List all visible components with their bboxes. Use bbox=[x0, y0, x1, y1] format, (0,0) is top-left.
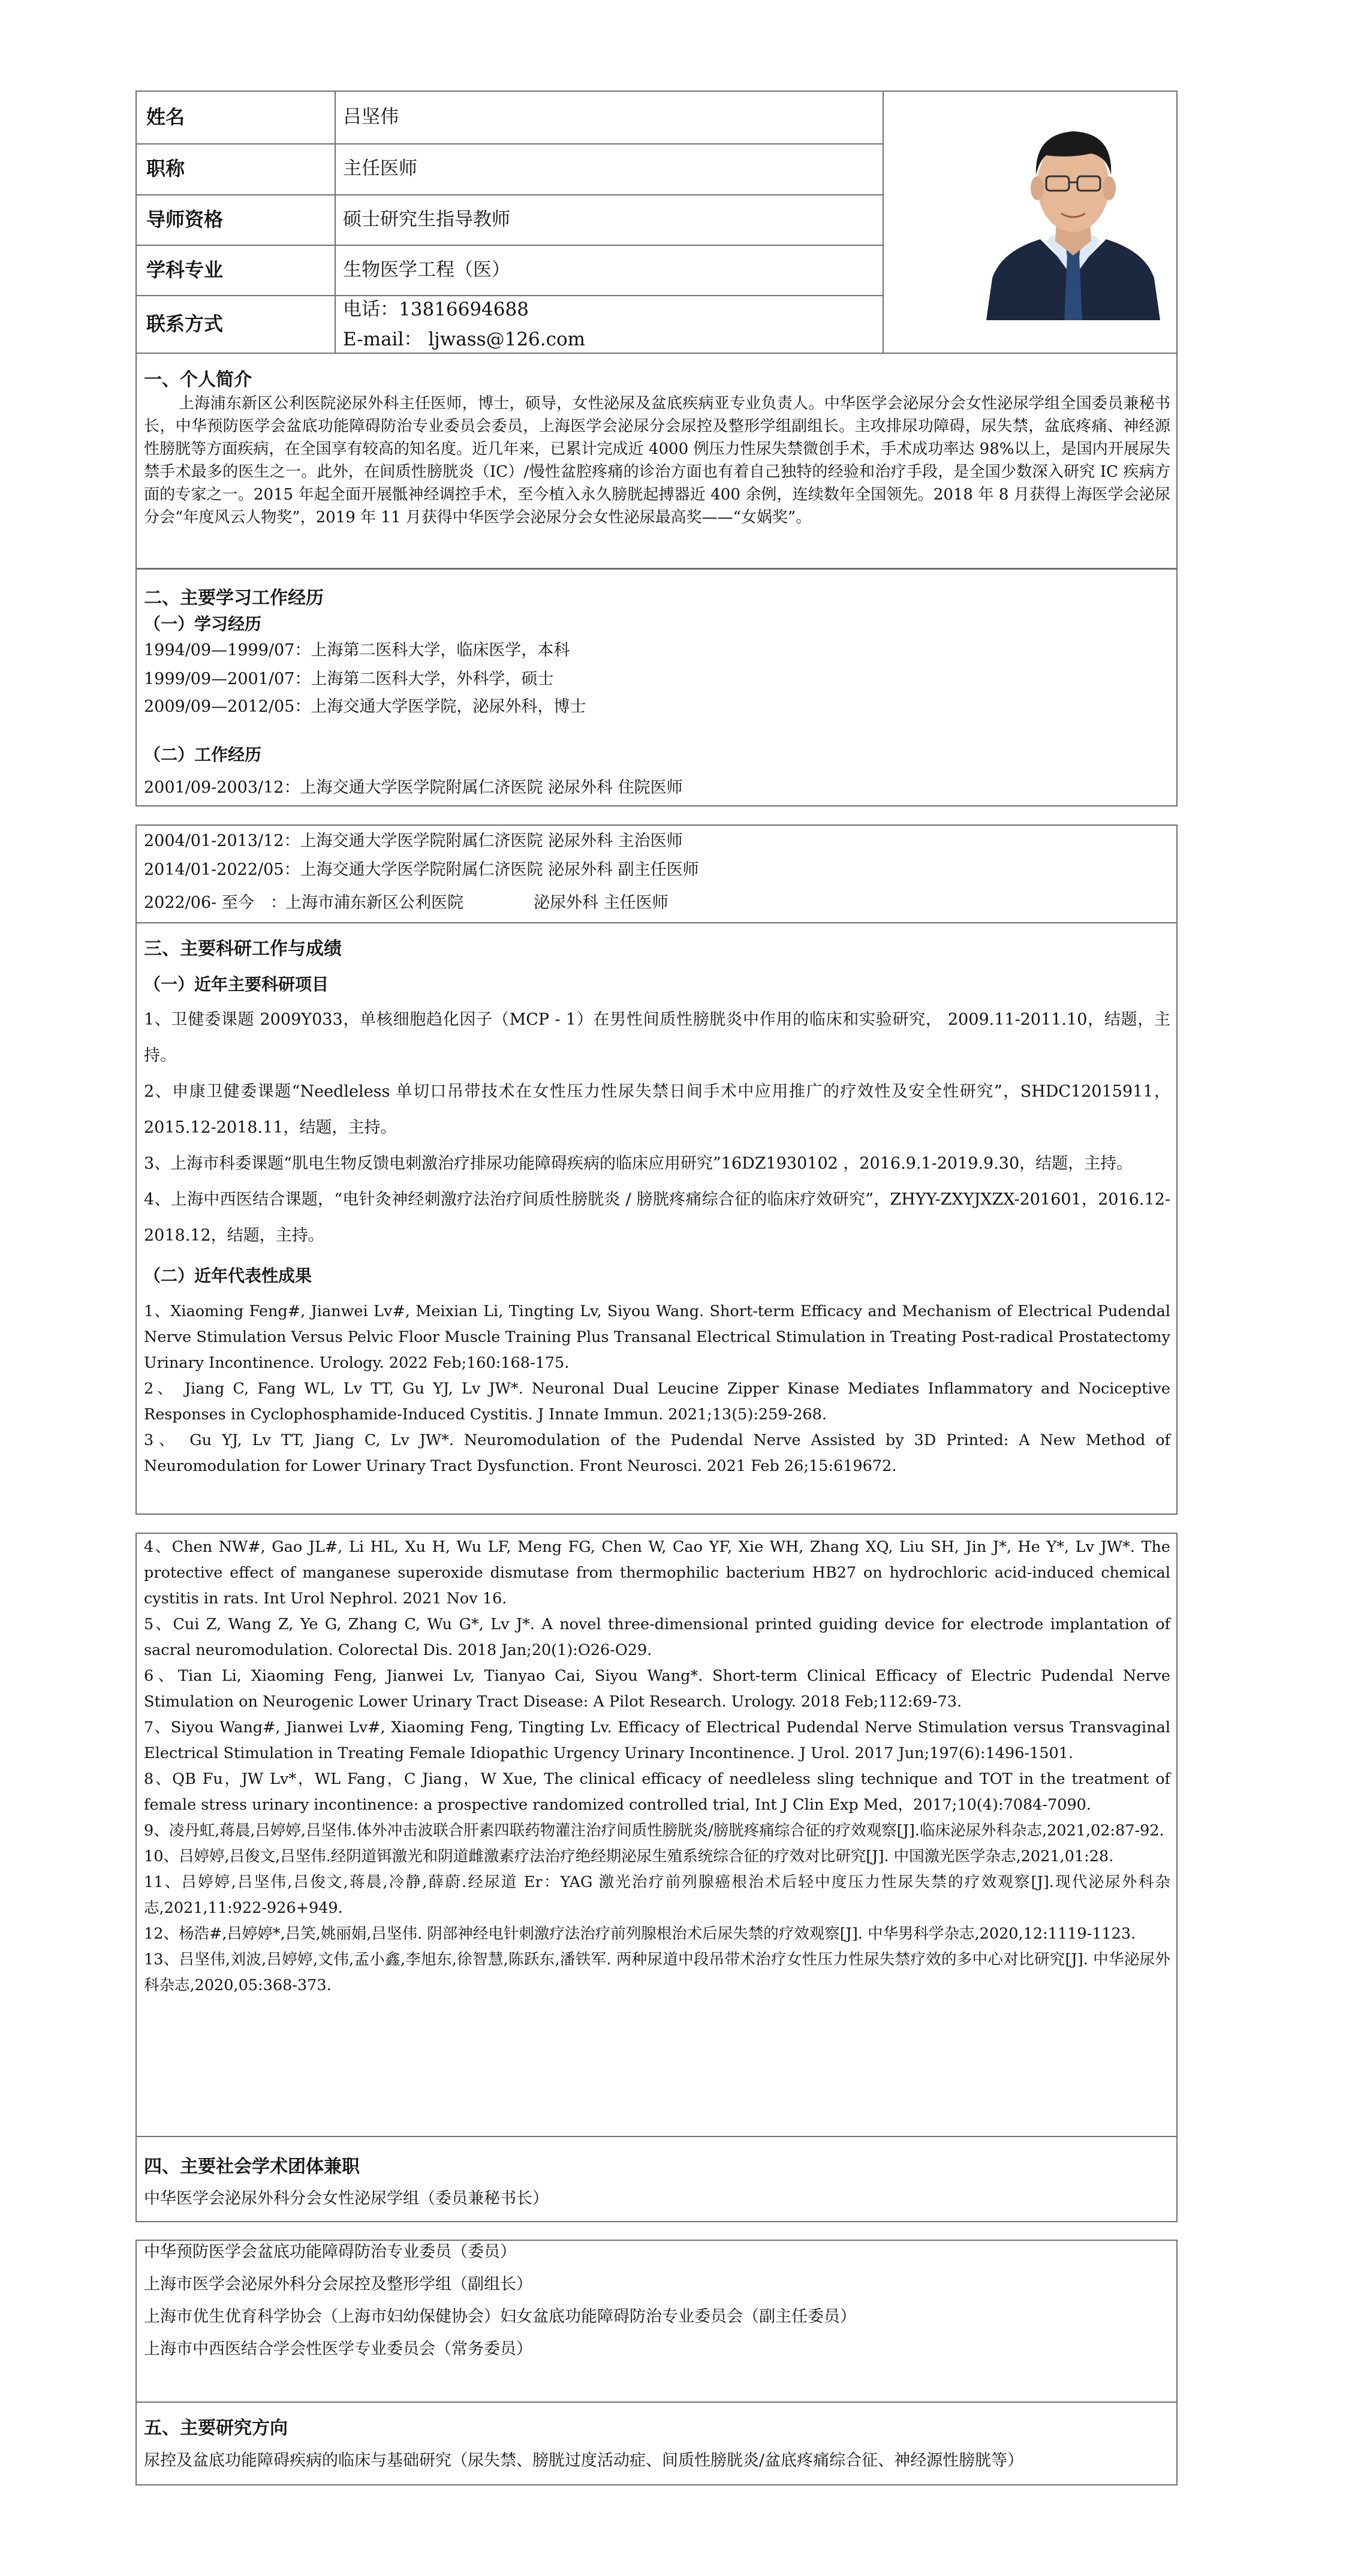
publication-item: 1、Xiaoming Feng#, Jianwei Lv#, Meixian Li, Tingting Lv, Siyou Wang. Short-term Efficacy and Mechanism of Electrical Pudendal Nerve Stimulation Versus Pelvic Floor Muscle Training Plus Transanal Electrical Stimulation in Treating Post-radical Prostatectomy Urinary Incontinence. Urology. 2022 Feb;160:168-175. bbox=[144, 1302, 1170, 1372]
research-heading: 三、主要科研工作与成绩 bbox=[144, 938, 342, 959]
advisor-label: 导师资格 bbox=[146, 208, 224, 231]
publication-item: 8、QB Fu，JW Lv*，WL Fang，C Jiang，W Xue, The clinical efficacy of needleless sling technique and TOT in the treatment of female stress urinary incontinence: a prospective randomized controlled trial, Int J Clin Exp Med，2017;10(4):7084-7090. bbox=[144, 1770, 1170, 1814]
publication-item: 3、 Gu YJ, Lv TT, Jiang C, Lv JW*. Neuromodulation of the Pudendal Nerve Assisted by 3D Printed: A New Method of Neuromodulation for Lower Urinary Tract Dysfunction. Front Neurosci. 2021 Feb 26;15:619672. bbox=[144, 1431, 1170, 1475]
work-item-period: 2022/06- 至今 ： bbox=[144, 893, 287, 912]
name-label: 姓名 bbox=[146, 106, 185, 128]
work-item: 2001/09-2003/12：上海交通大学医学院附属仁济医院 泌尿外科 住院医师 bbox=[144, 778, 683, 797]
publication-item: 2、 Jiang C, Fang WL, Lv TT, Gu YJ, Lv JW*. Neuronal Dual Leucine Zipper Kinase Mediates Inflammatory and Nociceptive Responses in Cyclophosphamide-Induced Cystitis. J Innate Immun. 2021;13(5):259-268. bbox=[144, 1380, 1170, 1424]
publication-item: 9、凌丹虹,蒋晨,吕婷婷,吕坚伟.体外冲击波联合肝素四联药物灌注治疗间质性膀胱炎/膀胱疼痛综合征的疗效观察[J].临床泌尿外科杂志,2021,02:87-92. bbox=[144, 1822, 1164, 1840]
title-value: 主任医师 bbox=[343, 158, 417, 179]
table-bottom-line bbox=[135, 353, 1178, 354]
study-item: 2009/09—2012/05：上海交通大学医学院，泌尿外科，博士 bbox=[144, 697, 586, 716]
society-item: 中华医学会泌尿外科分会女性泌尿学组（委员兼秘书长） bbox=[144, 2189, 549, 2208]
society-item: 上海市优生优育科学协会（上海市妇幼保健协会）妇女盆底功能障碍防治专业委员会（副主任委员） bbox=[144, 2307, 856, 2326]
publication-item: 13、吕坚伟,刘波,吕婷婷,文伟,孟小鑫,李旭东,徐智慧,陈跃东,潘铁军. 两种尿道中段吊带术治疗女性压力性尿失禁疗效的多中心对比研究[J]. 中华泌尿外科杂志,2020,05:368-373. bbox=[144, 1951, 1170, 1994]
society-item: 上海市中西医结合学会性医学专业委员会（常务委员） bbox=[144, 2340, 532, 2358]
study-heading: （一）学习经历 bbox=[144, 614, 262, 634]
work-end-line bbox=[135, 922, 1178, 923]
experience-heading: 二、主要学习工作经历 bbox=[144, 588, 324, 609]
direction-heading: 五、主要研究方向 bbox=[144, 2418, 288, 2439]
email-value: E-mail： ljwass@126.com bbox=[343, 329, 586, 350]
col-divider-2 bbox=[883, 91, 884, 353]
societies-end-line bbox=[135, 2402, 1178, 2403]
specialty-label: 学科专业 bbox=[146, 258, 224, 281]
col-divider-1 bbox=[335, 91, 336, 353]
intro-heading: 一、个人简介 bbox=[144, 369, 252, 390]
work-item: 2004/01-2013/12：上海交通大学医学院附属仁济医院 泌尿外科 主治医师 bbox=[144, 832, 683, 850]
specialty-value: 生物医学工程（医） bbox=[343, 259, 510, 281]
work-item-org: 上海市浦东新区公利医院 bbox=[285, 893, 463, 912]
publication-item: 4、Chen NW#, Gao JL#, Li HL, Xu H, Wu LF, Meng FG, Chen W, Cao YF, Xie WH, Zhang XQ, Liu SH, Jin J*, He Y*, Lv JW*. The protective effect of manganese superoxide dismutase from thermophilic bacterium HB27 on hydrochloric acid-induced chemical cystitis in rats. Int Urol Nephrol. 2021 Nov 16. bbox=[144, 1538, 1170, 1608]
name-value: 吕坚伟 bbox=[343, 106, 399, 128]
work-item-dept: 泌尿外科 主任医师 bbox=[534, 893, 669, 912]
project-item: 4、上海中西医结合课题，“电针灸神经刺激疗法治疗间质性膀胱炎 / 膀胱疼痛综合征的临床疗效研究”，ZHYY-ZXYJXZX-201601，2016.12-2018.12，结题，主持。 bbox=[144, 1190, 1170, 1245]
publication-item: 6、Tian Li, Xiaoming Feng, Jianwei Lv, Tianyao Cai, Siyou Wang*. Short-term Clinical Efficacy of Electric Pudendal Nerve Stimulation on Neurogenic Lower Urinary Tract Disease: A Pilot Research. Urology. 2018 Feb;112:69-73. bbox=[144, 1667, 1170, 1711]
portrait-photo bbox=[974, 98, 1172, 320]
work-item: 2014/01-2022/05：上海交通大学医学院附属仁济医院 泌尿外科 副主任医师 bbox=[144, 860, 699, 879]
study-item: 1994/09—1999/07：上海第二医科大学，临床医学，本科 bbox=[144, 641, 570, 660]
outputs-heading: （二）近年代表性成果 bbox=[144, 1266, 312, 1286]
outputs-list-2 bbox=[144, 1534, 1170, 1999]
project-item: 2、申康卫健委课题“Needleless 单切口吊带技术在女性压力性尿失禁日间手术中应用推广的疗效性及安全性研究”，SHDC12015911，2015.12-2018.11，结题，主持。 bbox=[144, 1082, 1170, 1137]
projects-heading: （一）近年主要科研项目 bbox=[144, 974, 329, 994]
direction-text: 尿控及盆底功能障碍疾病的临床与基础研究（尿失禁、膀胱过度活动症、间质性膀胱炎/盆底疼痛综合征、神经源性膀胱等） bbox=[144, 2451, 1024, 2470]
intro-text: 上海浦东新区公利医院泌尿外科主任医师，博士，硕导，女性泌尿及盆底疾病亚专业负责人。中华医学会泌尿分会女性泌尿学组全国委员兼秘书长，中华预防医学会盆底功能障碍防治专业委员会委员，上海医学会泌尿分会尿控及整形学组副组长。主攻排尿功障碍，尿失禁，盆底疼痛、神经源性膀胱等方面疾病，在全国享有较高的知名度。近几年来，已累计完成近 4000 例压力性尿失禁微创手术，手术成功率达 98%以上，是国内开展尿失禁手术最多的医生之一。此外，在间质性膀胱炎（IC）/慢性盆腔疼痛的诊治方面也有着自己独特的经验和治疗手段，是全国少数深入研究 IC 疾病方面的专家之一。2015 年起全面开展骶神经调控手术，至今植入永久膀胱起搏器近 400 余例，连续数年全国领先。2018 年 8 月获得上海医学会泌尿分会“年度风云人物奖”，2019 年 11 月获得中华医学会泌尿分会女性泌尿最高奖——“女娲奖”。 bbox=[144, 395, 1170, 526]
portrait-illustration bbox=[974, 98, 1172, 320]
row-divider-1 bbox=[135, 143, 883, 145]
publications-end-line bbox=[135, 2136, 1178, 2137]
advisor-value: 硕士研究生指导教师 bbox=[343, 209, 510, 230]
publication-item: 12、杨浩#,吕婷婷*,吕笑,姚丽娟,吕坚伟. 阴部神经电针刺激疗法治疗前列腺根治术后尿失禁的疗效观察[J]. 中华男科学杂志,2020,12:1119-1123. bbox=[144, 1925, 1136, 1943]
publication-item: 10、吕婷婷,吕俊文,吕坚伟.经阴道铒激光和阴道雌激素疗法治疗绝经期泌尿生殖系统综合征的疗效对比研究[J]. 中国激光医学杂志,2021,01:28. bbox=[144, 1847, 1114, 1865]
row-divider-3 bbox=[135, 245, 883, 246]
project-item: 3、上海市科委课题“肌电生物反馈电刺激治疗排尿功能障碍疾病的临床应用研究”16DZ1930102 ，2016.9.1-2019.9.30，结题，主持。 bbox=[144, 1154, 1133, 1173]
societies-heading: 四、主要社会学术团体兼职 bbox=[144, 2156, 360, 2177]
study-item: 1999/09—2001/07：上海第二医科大学，外科学，硕士 bbox=[144, 670, 554, 688]
work-heading: （二）工作经历 bbox=[144, 745, 262, 765]
phone-value: 电话：13816694688 bbox=[343, 299, 529, 320]
publication-item: 5、Cui Z, Wang Z, Ye G, Zhang C, Wu G*, Lv J*. A novel three-dimensional printed guiding device for electrode implantation of sacral neuromodulation. Colorectal Dis. 2018 Jan;20(1):O26-O29. bbox=[144, 1615, 1170, 1659]
row-divider-2 bbox=[135, 194, 883, 195]
projects-list bbox=[144, 1002, 1170, 1254]
title-label: 职称 bbox=[146, 157, 185, 180]
publication-item: 7、Siyou Wang#, Jianwei Lv#, Xiaoming Feng, Tingting Lv. Efficacy of Electrical Pudendal Nerve Stimulation versus Transvaginal Electrical Stimulation in Treating Female Idiopathic Urgency Urinary Incontinence. J Urol. 2017 Jun;197(6):1496-1501. bbox=[144, 1719, 1170, 1762]
society-item: 上海市医学会泌尿外科分会尿控及整形学组（副组长） bbox=[144, 2275, 532, 2294]
publication-item: 11、吕婷婷,吕坚伟,吕俊文,蒋晨,冷静,薛蔚.经尿道 Er：YAG 激光治疗前列腺癌根治术后轻中度压力性尿失禁的疗效观察[J].现代泌尿外科杂志,2021,11:922-926+949. bbox=[144, 1873, 1170, 1917]
project-item: 1、卫健委课题 2009Y033，单核细胞趋化因子（MCP - 1）在男性间质性膀胱炎中作用的临床和实验研究， 2009.11-2011.10，结题，主持。 bbox=[144, 1010, 1170, 1065]
society-item: 中华预防医学会盆底功能障碍防治专业委员（委员） bbox=[144, 2243, 516, 2261]
contact-label: 联系方式 bbox=[146, 312, 224, 335]
outputs-list-1 bbox=[144, 1299, 1170, 1479]
row-divider-4 bbox=[135, 295, 883, 296]
